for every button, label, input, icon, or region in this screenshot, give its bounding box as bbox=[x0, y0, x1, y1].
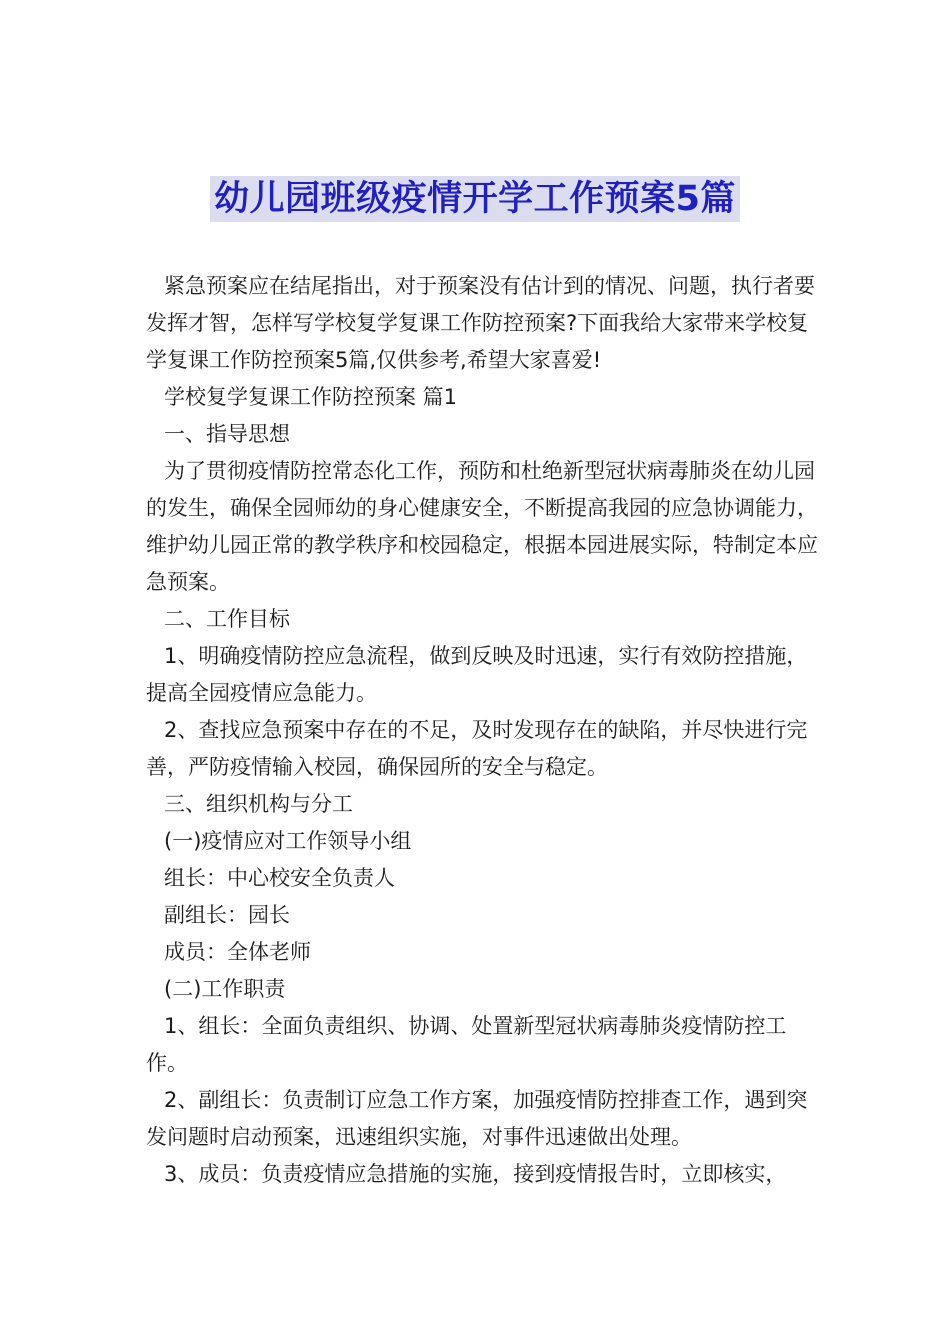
paragraph-goal-1: 1、明确疫情防控应急流程，做到反映及时迅速，实行有效防控措施，提高全园疫情应急能力。 bbox=[146, 644, 808, 705]
line-deputy-leader: 副组长：园长 bbox=[164, 903, 290, 927]
document-title: 幼儿园班级疫情开学工作预案5篇 bbox=[210, 176, 740, 222]
paragraph-duty-1: 1、组长：全面负责组织、协调、处置新型冠状病毒肺炎疫情防控工作。 bbox=[146, 1014, 787, 1075]
document-body bbox=[146, 268, 818, 1193]
subheading-duties: (二)工作职责 bbox=[164, 977, 286, 1001]
section-heading-plan-1: 学校复学复课工作防控预案 篇1 bbox=[164, 385, 458, 409]
paragraph-guiding-ideology: 为了贯彻疫情防控常态化工作，预防和杜绝新型冠状病毒肺炎在幼儿园的发生，确保全园师幼的身心健康安全，不断提高我园的应急协调能力，维护幼儿园正常的教学秩序和校园稳定，根据本园进展实际，特制定本应急预案。 bbox=[146, 459, 818, 594]
line-members: 成员：全体老师 bbox=[164, 940, 311, 964]
title-container bbox=[0, 176, 950, 222]
paragraph-duty-2: 2、副组长：负责制订应急工作方案，加强疫情防控排查工作，遇到突发问题时启动预案，迅速组织实施，对事件迅速做出处理。 bbox=[146, 1088, 808, 1149]
heading-organization: 三、组织机构与分工 bbox=[164, 792, 353, 816]
line-group-leader: 组长：中心校安全负责人 bbox=[164, 866, 395, 890]
paragraph-duty-3: 3、成员：负责疫情应急措施的实施，接到疫情报告时，立即核实， bbox=[164, 1162, 787, 1186]
subheading-leading-group: (一)疫情应对工作领导小组 bbox=[164, 829, 412, 853]
heading-work-goals: 二、工作目标 bbox=[164, 607, 290, 631]
heading-guiding-ideology: 一、指导思想 bbox=[164, 422, 290, 446]
paragraph-goal-2: 2、查找应急预案中存在的不足，及时发现存在的缺陷，并尽快进行完善，严防疫情输入校园，确保园所的安全与稳定。 bbox=[146, 718, 808, 779]
intro-paragraph: 紧急预案应在结尾指出，对于预案没有估计到的情况、问题，执行者要发挥才智，怎样写学校复学复课工作防控预案?下面我给大家带来学校复学复课工作防控预案5篇,仅供参考,希望大家喜爱! bbox=[146, 274, 815, 372]
